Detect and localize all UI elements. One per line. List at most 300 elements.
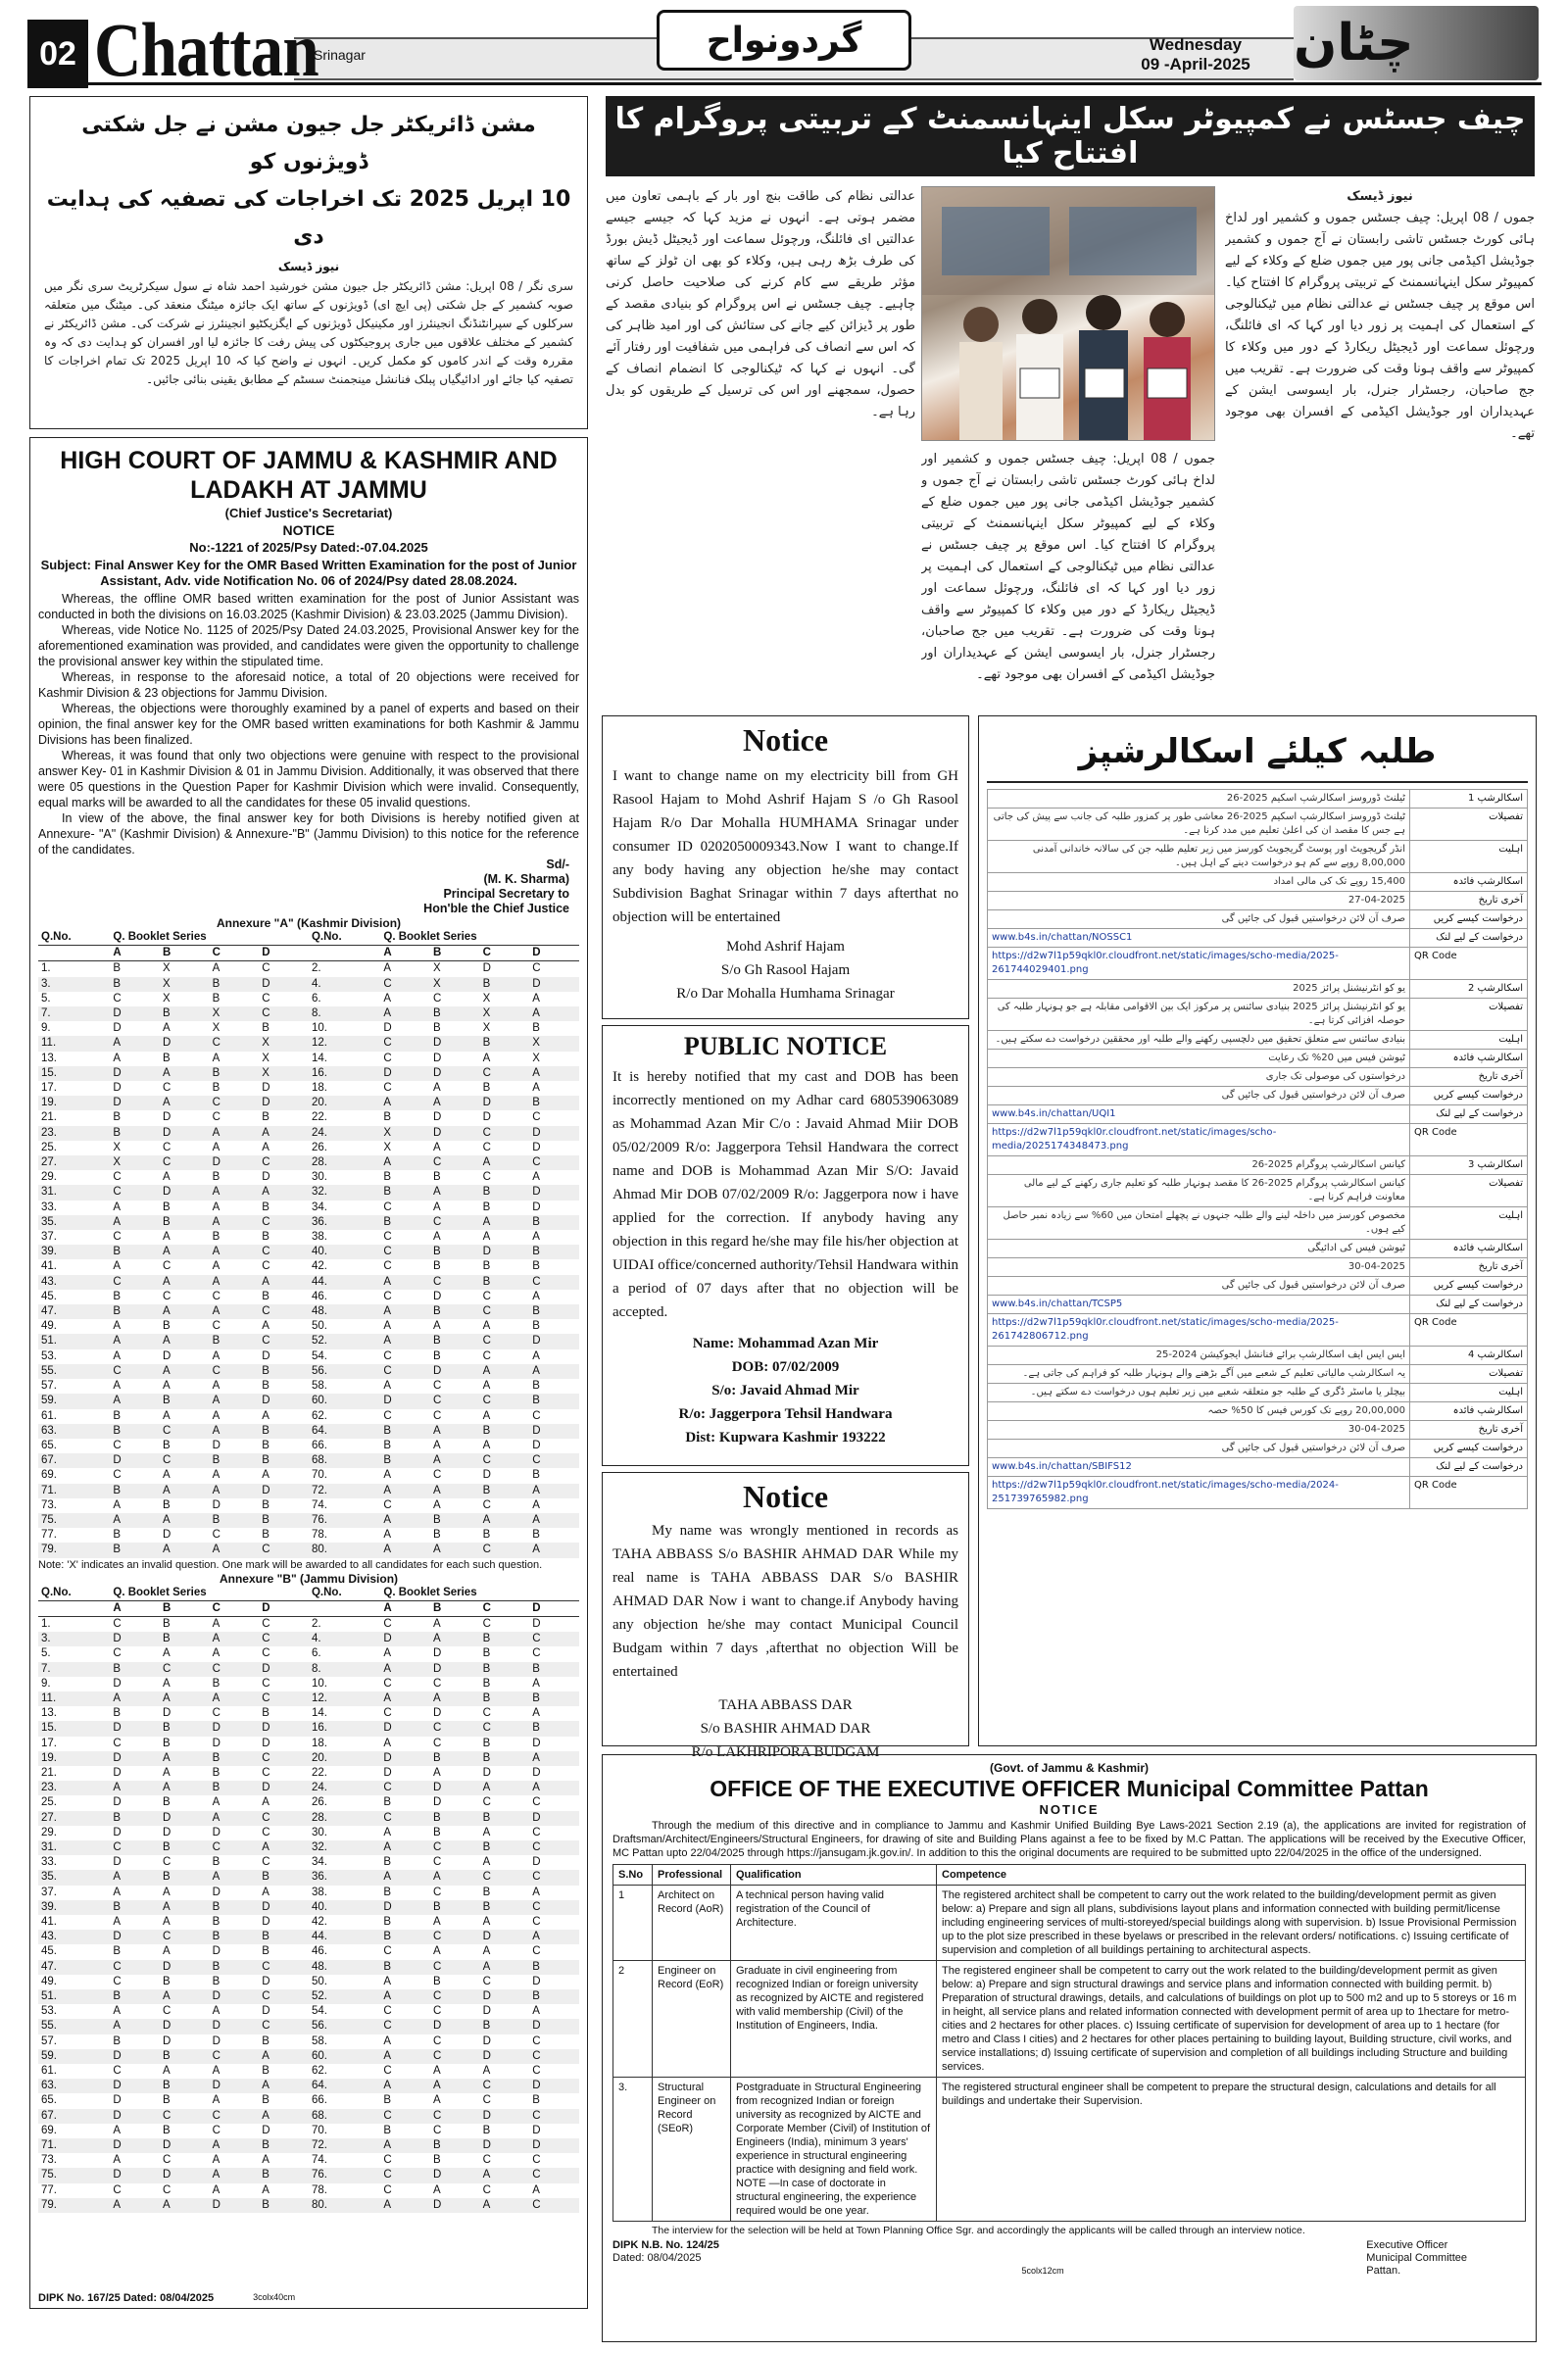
table-cell: B (529, 1215, 579, 1230)
table-cell: 49. (41, 1320, 57, 1333)
table-cell: X (160, 977, 210, 992)
table-cell: A (529, 1066, 579, 1081)
scholarship-value: ٹیوشن فیس کی ادائیگی (988, 1240, 1410, 1258)
table-cell: 59. (38, 1394, 110, 1408)
table-row (38, 992, 579, 1006)
table-row (38, 1081, 579, 1096)
table-cell: C (262, 1677, 270, 1690)
table-cell: A (480, 1364, 530, 1379)
table-cell: D (212, 1737, 220, 1749)
scholarship-row (988, 1156, 1528, 1175)
table-cell: C (430, 1840, 480, 1855)
table-cell: D (210, 2019, 260, 2034)
table-cell: D (160, 1036, 210, 1051)
table-cell: B (480, 1424, 530, 1439)
table-cell: D (430, 1364, 480, 1379)
table-cell: 58. (311, 2034, 327, 2047)
table-row (38, 1215, 579, 1230)
newspaper-brand: Chattan (94, 7, 318, 92)
table-cell: A (529, 1751, 579, 1766)
table-cell: C (262, 962, 270, 975)
table-cell: A (433, 1231, 441, 1244)
table-cell: A (212, 1052, 220, 1064)
table-cell: 59. (38, 2049, 110, 2064)
notice-heading: Notice (742, 1479, 829, 1514)
table-cell: A (210, 1245, 260, 1259)
scholarship-key: تفصیلات (1410, 809, 1528, 841)
table-cell: D (482, 962, 491, 975)
table-cell: A (110, 2019, 160, 2034)
dipk-footer (38, 2292, 579, 2304)
table-cell: C (480, 1870, 530, 1885)
table-cell: D (262, 2005, 270, 2018)
scholarship-row (988, 1384, 1528, 1402)
table-cell: A (113, 1052, 122, 1064)
table-cell: 22. (311, 1766, 327, 1779)
table-cell: 72. (309, 1484, 380, 1498)
col-qno: Q.No. (38, 1586, 110, 1601)
table-cell: D (482, 1111, 491, 1124)
table-cell: A (383, 1320, 392, 1333)
table-cell: A (160, 1691, 210, 1706)
table-cell: A (210, 2138, 260, 2153)
table-cell: B (529, 1989, 579, 2004)
scholarship-key: درخواست کیسے کریں (1410, 1087, 1528, 1105)
scholarship-value: انڈر گریجویٹ اور پوسٹ گریجویٹ کورسز میں زیر تعلیم طلبہ جن کی سالانہ خاندانی آمدنی 8,00,000 روپے سے کم ہو درخواست دینے کے اہل ہیں۔ (988, 841, 1410, 873)
table-cell: B (262, 1201, 270, 1213)
table-cell: D (210, 2198, 260, 2213)
table-cell: 77. (41, 1529, 57, 1542)
table-cell: C (210, 1364, 260, 1379)
table-cell: A (163, 1647, 171, 1660)
table-cell: C (380, 2168, 430, 2182)
table-cell: 12. (309, 1691, 380, 1706)
table-cell: 73. (41, 2154, 57, 2167)
table-row (38, 977, 579, 992)
table-cell: C (383, 1290, 392, 1302)
series-a: A (380, 1600, 430, 1616)
section-title: گردونواح (657, 10, 911, 71)
table-cell: C (383, 1677, 392, 1690)
table-cell: C (110, 1840, 160, 1855)
table-cell: A (259, 1275, 309, 1290)
table-cell: D (259, 1781, 309, 1795)
table-cell: A (160, 1066, 210, 1081)
table-cell: 16. (309, 1066, 380, 1081)
table-cell: C (163, 2005, 172, 2018)
table-cell: D (532, 1856, 541, 1869)
table-cell: C (529, 1275, 579, 1290)
table-cell: A (160, 1751, 210, 1766)
table-cell: C (529, 1453, 579, 1468)
table-cell: D (480, 2109, 530, 2124)
notice-paragraph: In view of the above, the final answer key for both Divisions is hereby notified given at Annexure- "A" (Kashmir Division) & Annexure-"B" (Jammu Division) to this notice for the reference of the candidates. (38, 811, 579, 857)
scholarship-value: صرف آن لائن درخواستیں قبول کی جائیں گی (988, 1440, 1410, 1458)
table-row (38, 1379, 579, 1394)
table-cell: B (480, 1900, 530, 1915)
table-row (38, 1155, 579, 1170)
scholarship-value: 20,00,000 روپے تک کورس فیس کا 50% حصہ (988, 1402, 1410, 1421)
table-cell: 36. (309, 1870, 380, 1885)
table-cell: B (430, 1513, 480, 1528)
scholarship-row (988, 1068, 1528, 1087)
table-row (38, 1468, 579, 1483)
table-cell: C (383, 1349, 392, 1362)
scholarship-row (988, 1105, 1528, 1124)
table-row (38, 1691, 579, 1706)
professionals-table (612, 1864, 1526, 2222)
sig-line: Name: Mohammad Azan Mir (692, 1336, 879, 1351)
table-cell: 55. (38, 1364, 110, 1379)
table-cell: A (380, 1513, 430, 1528)
table-cell: C (163, 2183, 172, 2196)
table-cell: B (480, 1751, 530, 1766)
table-cell: 76. (309, 1513, 380, 1528)
table-cell: D (262, 1737, 270, 1749)
table-cell: C (380, 1364, 430, 1379)
sig-line: S/o BASHIR AHMAD DAR (700, 1721, 871, 1737)
scholarship-key: آخری تاریخ (1410, 1258, 1528, 1277)
table-cell: A (262, 1886, 270, 1898)
table-row (38, 1855, 579, 1870)
table-cell: D (480, 1989, 530, 2004)
table-cell: 52. (309, 1334, 380, 1348)
table-cell: A (163, 1171, 171, 1184)
table-cell: D (160, 1960, 210, 1975)
scholarship-value: 27-04-2025 (988, 892, 1410, 910)
table-cell: C (380, 1036, 430, 1051)
col-qno: Q.No. (309, 1586, 380, 1601)
notice-signature (612, 1332, 958, 1449)
table-row (38, 961, 579, 977)
table-cell: D (163, 1826, 172, 1838)
table-cell: A (482, 1231, 491, 1244)
table-cell: C (212, 1111, 220, 1124)
table-cell: C (480, 1126, 530, 1141)
table-cell: B (259, 2198, 309, 2213)
table-cell: 66. (311, 1439, 327, 1451)
table-cell: 15. (38, 1721, 110, 1736)
table-cell: D (480, 1930, 530, 1944)
table-cell: 31. (38, 1840, 110, 1855)
table-cell: A (113, 2005, 122, 2018)
table-cell: B (529, 1096, 579, 1110)
table-cell: C (532, 1826, 541, 1838)
table-cell: X (163, 962, 171, 975)
col-qno: Q.No. (309, 930, 380, 946)
table-cell: C (259, 1245, 309, 1259)
table-cell: D (210, 1721, 260, 1736)
table-cell: C (529, 2198, 579, 2213)
table-row (38, 1066, 579, 1081)
table-row (38, 1960, 579, 1975)
notice-body: It is hereby notified that my cast and DOB has been incorrectly mentioned on my Adhar card 680539063089 as Mohammad Azan Mir C/o : Javaid Ahmad Miir DOB 05/02/2009 R/o: Jaggerpora Tehsil Handwara the correct name and DOB is Mohammad Azan Mir S/O: Javaid Ahmad Mir DOB 07/02/2009 R/o: Jaggerpora now i have applied for the correction. If anybody having any objection in this regard he/she may file his/her objection at UIDAI office/concerned authority/Tehsil Handwara within a period of 07 days after that no objection will be accepted. (612, 1069, 958, 1320)
table-cell: A (212, 2154, 220, 2167)
scholarship-key: درخواست کے لیے لنک (1410, 1296, 1528, 1314)
scholarship-row (988, 1207, 1528, 1240)
table-cell: B (259, 1424, 309, 1439)
table-cell: A (380, 2079, 430, 2093)
table-cell: A (163, 1022, 171, 1035)
table-cell: C (113, 1171, 122, 1184)
table-cell: A (160, 1543, 210, 1557)
table-cell: 71. (38, 2138, 110, 2153)
table-cell: B (383, 2094, 392, 2107)
table-cell: C (430, 1960, 480, 1975)
table-cell: A (262, 1469, 270, 1482)
table-row (38, 1543, 579, 1557)
table-cell: B (110, 1484, 160, 1498)
notice-label: NOTICE (282, 522, 335, 538)
scholarship-key: آخری تاریخ (1410, 892, 1528, 910)
table-cell: A (262, 1409, 270, 1422)
table-cell: D (210, 2079, 260, 2093)
table-cell: B (433, 2154, 441, 2167)
table-cell: 43. (38, 1275, 110, 1290)
table-row (38, 1944, 579, 1959)
scholarship-link: https://d2w7l1p59qkl0r.cloudfront.net/static/images/scho-media/2025-261744029401.png (988, 948, 1410, 980)
table-cell: A (110, 1215, 160, 1230)
table-cell: C (210, 1840, 260, 1855)
table-cell: A (380, 1662, 430, 1677)
table-cell: C (383, 1201, 392, 1213)
table-cell: C (113, 1469, 122, 1482)
invalid-note: Note: 'X' indicates an invalid question. One mark will be awarded to all candidates for each such question. (38, 1558, 543, 1571)
table-cell: B (480, 1185, 530, 1200)
table-cell: B (212, 1082, 220, 1095)
table-cell: B (163, 2124, 171, 2136)
table-cell: A (529, 1513, 579, 1528)
table-cell: B (480, 977, 530, 992)
table-cell: B (532, 1469, 540, 1482)
table-cell: C (113, 1737, 122, 1749)
table-row (38, 1424, 579, 1439)
table-cell: B (163, 1201, 171, 1213)
table-cell: C (529, 1840, 579, 1855)
table-row (38, 1795, 579, 1810)
table-cell: B (259, 1870, 309, 1885)
table-cell: A (110, 1394, 160, 1408)
table-cell: B (160, 2049, 210, 2064)
table-cell: 20. (309, 1096, 380, 1110)
table-cell: C (430, 1155, 480, 1170)
table-cell: 48. (309, 1304, 380, 1319)
table-cell: D (380, 1066, 430, 1081)
table-cell: A (212, 1260, 220, 1273)
table-cell: D (110, 2138, 160, 2153)
scholarship-link: www.b4s.in/chattan/NOSSC1 (988, 929, 1410, 948)
table-cell: B (110, 1543, 160, 1557)
table-cell: A (163, 1231, 171, 1244)
table-cell: D (529, 2019, 579, 2034)
scholarship-row (988, 1258, 1528, 1277)
table-cell: A (433, 1766, 441, 1779)
scholarship-value: ٹیلنٹ ڈوروسز اسکالرشپ اسکیم 2025-26 (988, 790, 1410, 809)
table-row (38, 2109, 579, 2124)
table-cell: D (532, 1766, 541, 1779)
table-cell: 69. (41, 2124, 57, 2136)
table-cell: 61. (41, 1409, 57, 1422)
table-row (38, 1840, 579, 1855)
table-cell: C (433, 1856, 442, 1869)
table-cell: 68. (309, 2109, 380, 2124)
table-row (38, 2093, 579, 2108)
mc-dipk-block (612, 2239, 719, 2278)
series-d: D (259, 946, 309, 961)
table-cell: C (529, 2049, 579, 2064)
table-cell: 30. (311, 1171, 327, 1184)
table-cell: B (110, 1662, 160, 1677)
notice-subject: Subject: Final Answer Key for the OMR Based Written Examination for the post of Junior Assistant, Adv. vide Notification No. 06 of 2024/Psy dated 28.08.2024. (40, 558, 577, 588)
table-cell: B (380, 1453, 430, 1468)
newspaper-logo: چٹان (1294, 6, 1539, 80)
scholarship-key: تفصیلات (1410, 999, 1528, 1031)
table-cell: D (433, 1707, 442, 1720)
table-cell: D (383, 1022, 392, 1035)
table-cell: C (430, 1721, 480, 1736)
table-cell: A (380, 1304, 430, 1319)
sig-line: S/o: Javaid Ahmad Mir (711, 1383, 859, 1398)
scholarship-row (988, 1347, 1528, 1365)
table-cell: 44. (309, 1275, 380, 1290)
table-cell: A (163, 1766, 171, 1779)
table-cell: A (480, 2168, 530, 2182)
table-cell: B (110, 977, 160, 992)
table-cell: 74. (311, 1498, 327, 1511)
scholarship-link: https://d2w7l1p59qkl0r.cloudfront.net/static/images/scho-media/2025-261742806712.png (988, 1314, 1410, 1347)
scholarship-row (988, 1458, 1528, 1477)
scholarship-value: بنیادی سائنس سے متعلق تحقیق میں دلچسپی رکھنے والے طلبہ اور محققین درخواست دے سکتے ہیں۔ (988, 1031, 1410, 1050)
table-cell: C (210, 2049, 260, 2064)
scholarship-row (988, 1365, 1528, 1384)
table-cell: B (433, 1349, 441, 1362)
table-cell: C (113, 992, 122, 1005)
table-cell: D (380, 1751, 430, 1766)
series-c: C (480, 946, 530, 961)
table-cell: B (113, 1111, 122, 1124)
table-cell: A (433, 1439, 441, 1451)
table-cell: B (212, 1766, 220, 1779)
table-cell: 21. (41, 1111, 57, 1124)
table-cell: A (380, 1691, 430, 1706)
table-cell: 66. (311, 2094, 327, 2107)
table-cell: D (160, 2168, 210, 2182)
table-cell: 10. (311, 1022, 327, 1035)
interview-note: The interview for the selection will be held at Town Planning Office Sgr. and accordingly the applicants will be called through an interview notice. (652, 2225, 1305, 2236)
table-cell: 24. (309, 1126, 380, 1141)
table-cell: B (113, 1290, 122, 1302)
table-cell: A (532, 1886, 540, 1898)
table-cell: 78. (311, 1529, 327, 1542)
table-cell: D (160, 2138, 210, 2153)
table-cell: B (163, 1052, 171, 1064)
table-cell: A (433, 1201, 441, 1213)
notice-name-change-electricity (602, 715, 969, 1019)
table-cell: D (259, 1662, 309, 1677)
table-cell: D (110, 1930, 160, 1944)
col-series: Q. Booklet Series (380, 930, 579, 946)
table-cell: 7. (38, 1662, 110, 1677)
table-cell: A (482, 1052, 491, 1064)
col-series: Q. Booklet Series (110, 930, 309, 946)
table-cell: 17. (41, 1737, 57, 1749)
table-cell: A (380, 1870, 430, 1885)
table-cell: C (433, 1409, 442, 1422)
table-cell: 63. (38, 2079, 110, 2093)
ad-size: 3colx40cm (253, 2292, 296, 2302)
table-row (38, 2049, 579, 2064)
table-cell: C (210, 1036, 260, 1051)
table-cell: A (113, 1916, 122, 1928)
table-cell: 62. (311, 2065, 327, 2078)
table-cell: A (529, 1930, 579, 1944)
table-cell: B (383, 1171, 392, 1184)
table-cell: 5. (41, 992, 51, 1005)
sig-line: Dist: Kupwara Kashmir 193222 (685, 1430, 886, 1446)
scholarship-key: درخواست کیسے کریں (1410, 910, 1528, 929)
table-cell: B (482, 2124, 491, 2136)
table-cell: B (163, 2094, 171, 2107)
table-cell: B (433, 1260, 441, 1273)
table-cell: 28. (309, 1155, 380, 1170)
table-cell: B (259, 1453, 309, 1468)
series-b: B (430, 946, 480, 961)
table-cell: B (529, 1394, 579, 1408)
table-cell: 63. (38, 1424, 110, 1439)
table-cell: D (430, 2198, 480, 2213)
table-cell: D (163, 1111, 172, 1124)
col-sno: S.No (613, 1865, 653, 1886)
table-cell: 78. (311, 2183, 327, 2196)
table-cell: B (160, 1840, 210, 1855)
table-cell: B (380, 1960, 430, 1975)
table-cell: C (259, 1334, 309, 1348)
table-row (38, 1096, 579, 1110)
table-cell: A (110, 1036, 160, 1051)
scholarship-key: اسکالرشپ 3 (1410, 1156, 1528, 1175)
table-cell: B (210, 1930, 260, 1944)
table-cell: A (433, 1320, 441, 1333)
scholarship-row (988, 809, 1528, 841)
table-cell: A (529, 1543, 579, 1557)
table-cell: C (480, 1453, 530, 1468)
table-cell: B (160, 1394, 210, 1408)
table-row (38, 1290, 579, 1304)
scholarship-value: ٹیوشن فیس میں 20% تک رعایت (988, 1050, 1410, 1068)
cj-headline-bar (606, 96, 1535, 176)
table-cell: A (212, 1201, 220, 1213)
table-cell: 70. (311, 2124, 327, 2136)
table-cell: D (113, 1677, 122, 1690)
dipk-number: DIPK No. 167/25 Dated: 08/04/2025 (38, 2292, 215, 2304)
table-cell: D (529, 1334, 579, 1348)
table-row (38, 1201, 579, 1215)
table-cell: A (532, 2183, 540, 2196)
table-cell: 57. (41, 2034, 57, 2047)
annexure-b-title: Annexure "B" (Jammu Division) (219, 1571, 399, 1586)
table-cell: 57. (41, 1380, 57, 1393)
table-cell: 41. (41, 1916, 57, 1928)
table-cell: 80. (309, 1543, 380, 1557)
table-cell: A (212, 2094, 220, 2107)
scholarship-key: QR Code (1410, 948, 1528, 980)
table-row (38, 1349, 579, 1364)
table-cell: X (110, 1155, 160, 1170)
table-cell: C (433, 2034, 442, 2047)
table-cell: D (110, 1006, 160, 1021)
scholarship-key: درخواست کے لیے لنک (1410, 929, 1528, 948)
cj-byline: نیوز ڈیسک (1347, 189, 1413, 204)
